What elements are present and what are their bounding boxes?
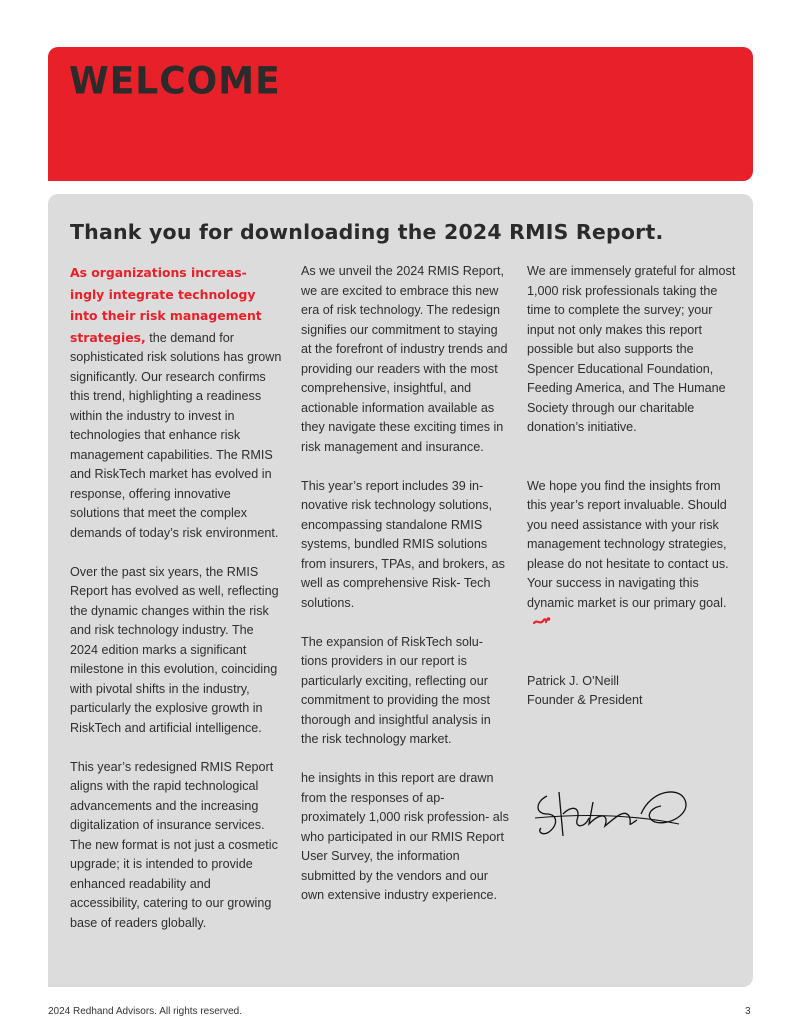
column-1 — [70, 262, 282, 953]
column-3 — [527, 262, 737, 711]
column-2 — [301, 262, 511, 925]
col3-paragraph-2 — [527, 477, 737, 633]
page-number: 3 — [745, 1006, 751, 1017]
col3-paragraph-1: We are immensely grateful for almost 1,000 risk professionals taking the time to complete the survey; your input not only makes this report possible but also supports the Spencer Educational Foundation, Feeding America, and The Humane Society through our charitable donation’s initiative. — [527, 264, 736, 434]
col2-paragraph-3: The expansion of RiskTech solu- tions providers in our report is particularly exciting, reflecting our commitment to providing the most thorough and insightful analysis in the risk technology market. — [301, 634, 491, 746]
welcome-banner — [48, 47, 753, 181]
signer-name: Patrick J. O'Neill — [527, 673, 619, 688]
col1-paragraph-2: Over the past six years, the RMIS Report has evolved as well, reflecting the dynamic changes within the risk and risk technology industry. The 2024 edition marks a significant milestone in this evolution, coinciding with pivotal shifts in the industry, particularly the explosive growth in RiskTech and artificial intelligence. — [70, 564, 279, 735]
footer-copyright: 2024 Redhand Advisors. All rights reserved. — [48, 1006, 242, 1017]
col2-paragraph-2: This year’s report includes 39 in- novative risk technology solutions, encompassing standalone RMIS systems, bundled RMIS solutions from insurers, TPAs, and brokers, as well as comprehensive Risk- Tech solutions. — [301, 478, 505, 610]
col2-paragraph-4: he insights in this report are drawn from the responses of ap- proximately 1,000 risk profession- als who participated in our RMIS Report User Survey, the information submitted by the vendors and our own extensive industry experience. — [301, 771, 509, 902]
signature-image — [529, 784, 709, 844]
col1-paragraph-1-rest: the demand for sophisticated risk solutions has grown significantly. Our research confirms this trend, highlighting a readiness within the industry to invest in technologies that enhance risk management capabilities. The RMIS and RiskTech market has evolved in response, offering innovative solutions that meet the complex demands of today’s risk environment. — [70, 330, 282, 540]
page-heading: Thank you for downloading the 2024 RMIS Report. — [70, 220, 664, 244]
redhand-logo-icon — [533, 613, 551, 633]
banner-title: WELCOME — [69, 59, 281, 104]
col1-paragraph-1 — [70, 262, 282, 543]
col2-paragraph-1: As we unveil the 2024 RMIS Report, we are excited to embrace this new era of risk technology. The redesign signifies our commitment to staying at the forefront of industry trends and providing our readers with the most comprehensive, insightful, and actionable information available as they navigate these exciting times in risk management and insurance. — [301, 264, 508, 454]
col1-paragraph-3: This year’s redesigned RMIS Report aligns with the rapid technological advancements and the increasing digitalization of insurance services. The new format is not just a cosmetic upgrade; it is intended to provide enhanced readability and accessibility, catering to our growing base of readers globally. — [70, 759, 278, 930]
content-panel — [48, 194, 753, 987]
lead-text: As organizations increas- ingly integrate technology into their risk management strategies, — [70, 265, 262, 345]
signer-title: Founder & President — [527, 693, 643, 708]
col3-paragraph-2-text: We hope you find the insights from this year’s report invaluable. Should you need assistance with your risk management technology strategies, please do not hesitate to contact us. Your success in navigating this dynamic market is our primary goal. — [527, 478, 729, 610]
